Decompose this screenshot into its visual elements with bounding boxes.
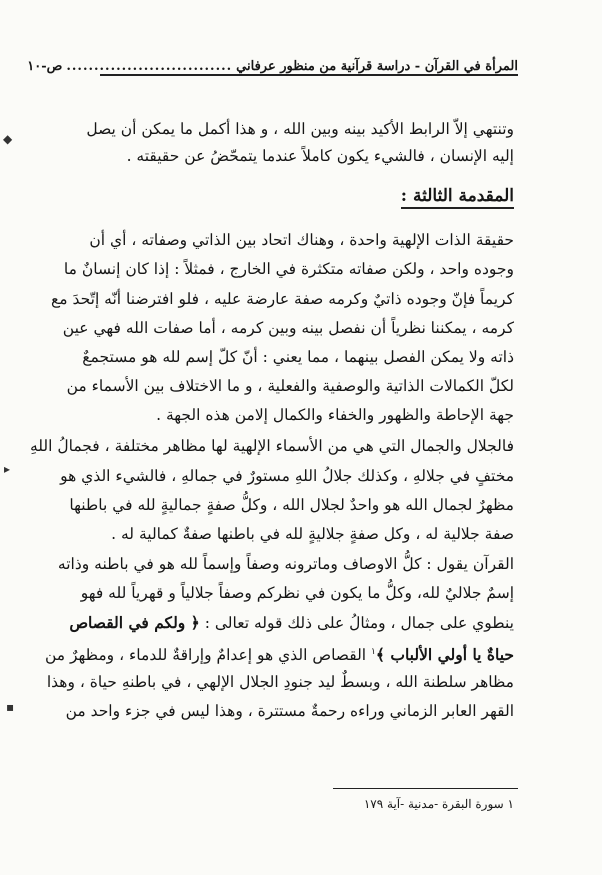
body-line: مظاهر سلطنة الله ، وبسطٌ ليد جنودِ الجلال الإلهي ، في باطنهِ حياة ، وهذا [46, 673, 514, 691]
body-line: حقيقة الذات الإلهية واحدة ، وهناك اتحاد بين الذاتي وصفاته ، أي أن [89, 231, 514, 249]
body-line: إسمٌ جلاليٌ لله، وكلُّ ما يكون في نظركم وصفاً جلالياً و قهرياً لله فهو [80, 584, 514, 602]
footnote: ١ سورة البقرة -مدنية -آية ١٧٩ [363, 797, 514, 811]
body-line: القهر العابر الزماني وراءه رحمةٌ مستترة ، وهذا ليس في جزء واحد من [65, 702, 514, 720]
section-heading: المقدمة الثالثة : [401, 186, 514, 209]
body-line: مختفٍ في جلالهِ ، وكذلك جلالُ اللهِ مستورٌ في جمالهِ ، فالشيء الذي هو [60, 467, 514, 485]
body-line: مظهرٌ لجمال الله هو واحدٌ لجلال الله ، وكلُّ صفةٍ جماليةٍ لله في باطنها [69, 496, 514, 514]
footnote-marker: ١ [371, 647, 376, 657]
body-line: صفة جلالية له ، وكل صفةٍ جلاليةٍ لله في باطنها صفةٌ كمالية له . [111, 525, 514, 543]
running-header [27, 52, 518, 74]
body-line: كريماً فإنّ وجوده ذاتيٌ وكرمه صفة عارضة عليه ، فلو افترضنا أنّه إتّحدَ مع [51, 290, 514, 308]
margin-mark: ▪ [6, 700, 15, 714]
header-dots: .............................. [66, 59, 233, 74]
body-line: ذاته ولا يمكن الفصل بينهما ، مما يعني : أنّ كلّ إسم لله هو مستجمعٌ [82, 348, 514, 366]
intro-line: إليه الإنسان ، فالشيء يكون كاملاً عندما يتمحّضُ عن حقيقته . [126, 147, 514, 165]
body-line: لكلّ الكمالات الذاتية والوصفية والفعلية ، و ما الاختلاف بين الأسماء من [66, 377, 514, 395]
margin-mark: ▸ [4, 462, 11, 476]
verse-line [44, 641, 514, 665]
verse-intro-text: ينطوي على جمال ، ومثالُ على ذلك قوله تعالى : [204, 614, 514, 632]
margin-mark: ◆ [3, 132, 13, 146]
quran-verse-part1: ﴿ ولكم في القصاص [69, 613, 200, 632]
header-rule [100, 74, 518, 76]
quran-verse-part2: حياةٌ يا أولي الألباب ﴾ [375, 645, 514, 665]
body-line: وجوده واحد ، ولكن صفاته متكثرة في الخارج ، فمثلاً : إذا كان إنسانٌ ما [63, 260, 514, 278]
verse-line-text: القصاص الذي هو إعدامٌ وإراقةٌ للدماء ، ومظهرٌ من [44, 646, 367, 665]
body-line: جهة الإحاطة والظهور والخفاء والكمال إلامن هذه الجهة . [156, 406, 514, 424]
header-title: المرأة في القرآن - دراسة قرآنية من منظور عرفاني [236, 59, 518, 74]
intro-line: وتنتهي إلاّ الرابط الأكيد بينه وبين الله ، و هذا أكمل ما يمكن أن يصل [86, 120, 514, 138]
header-page-number: ص-١٠ [27, 59, 63, 74]
footnote-rule [333, 788, 518, 789]
body-line: كرمه ، يمكننا نظرياً أن نفصل بينه وبين كرمه ، أما صفات الله فهي عين [62, 319, 514, 337]
body-line: القرآن يقول : كلُّ الاوصاف وماترونه وصفاً وإسماً لله هو في باطنه وذاته [57, 555, 514, 573]
body-line: فالجلال والجمال التي هي من الأسماء الإلهية لها مظاهر مختلفة ، فجمالُ اللهِ [29, 437, 514, 455]
verse-intro-line [69, 612, 514, 634]
